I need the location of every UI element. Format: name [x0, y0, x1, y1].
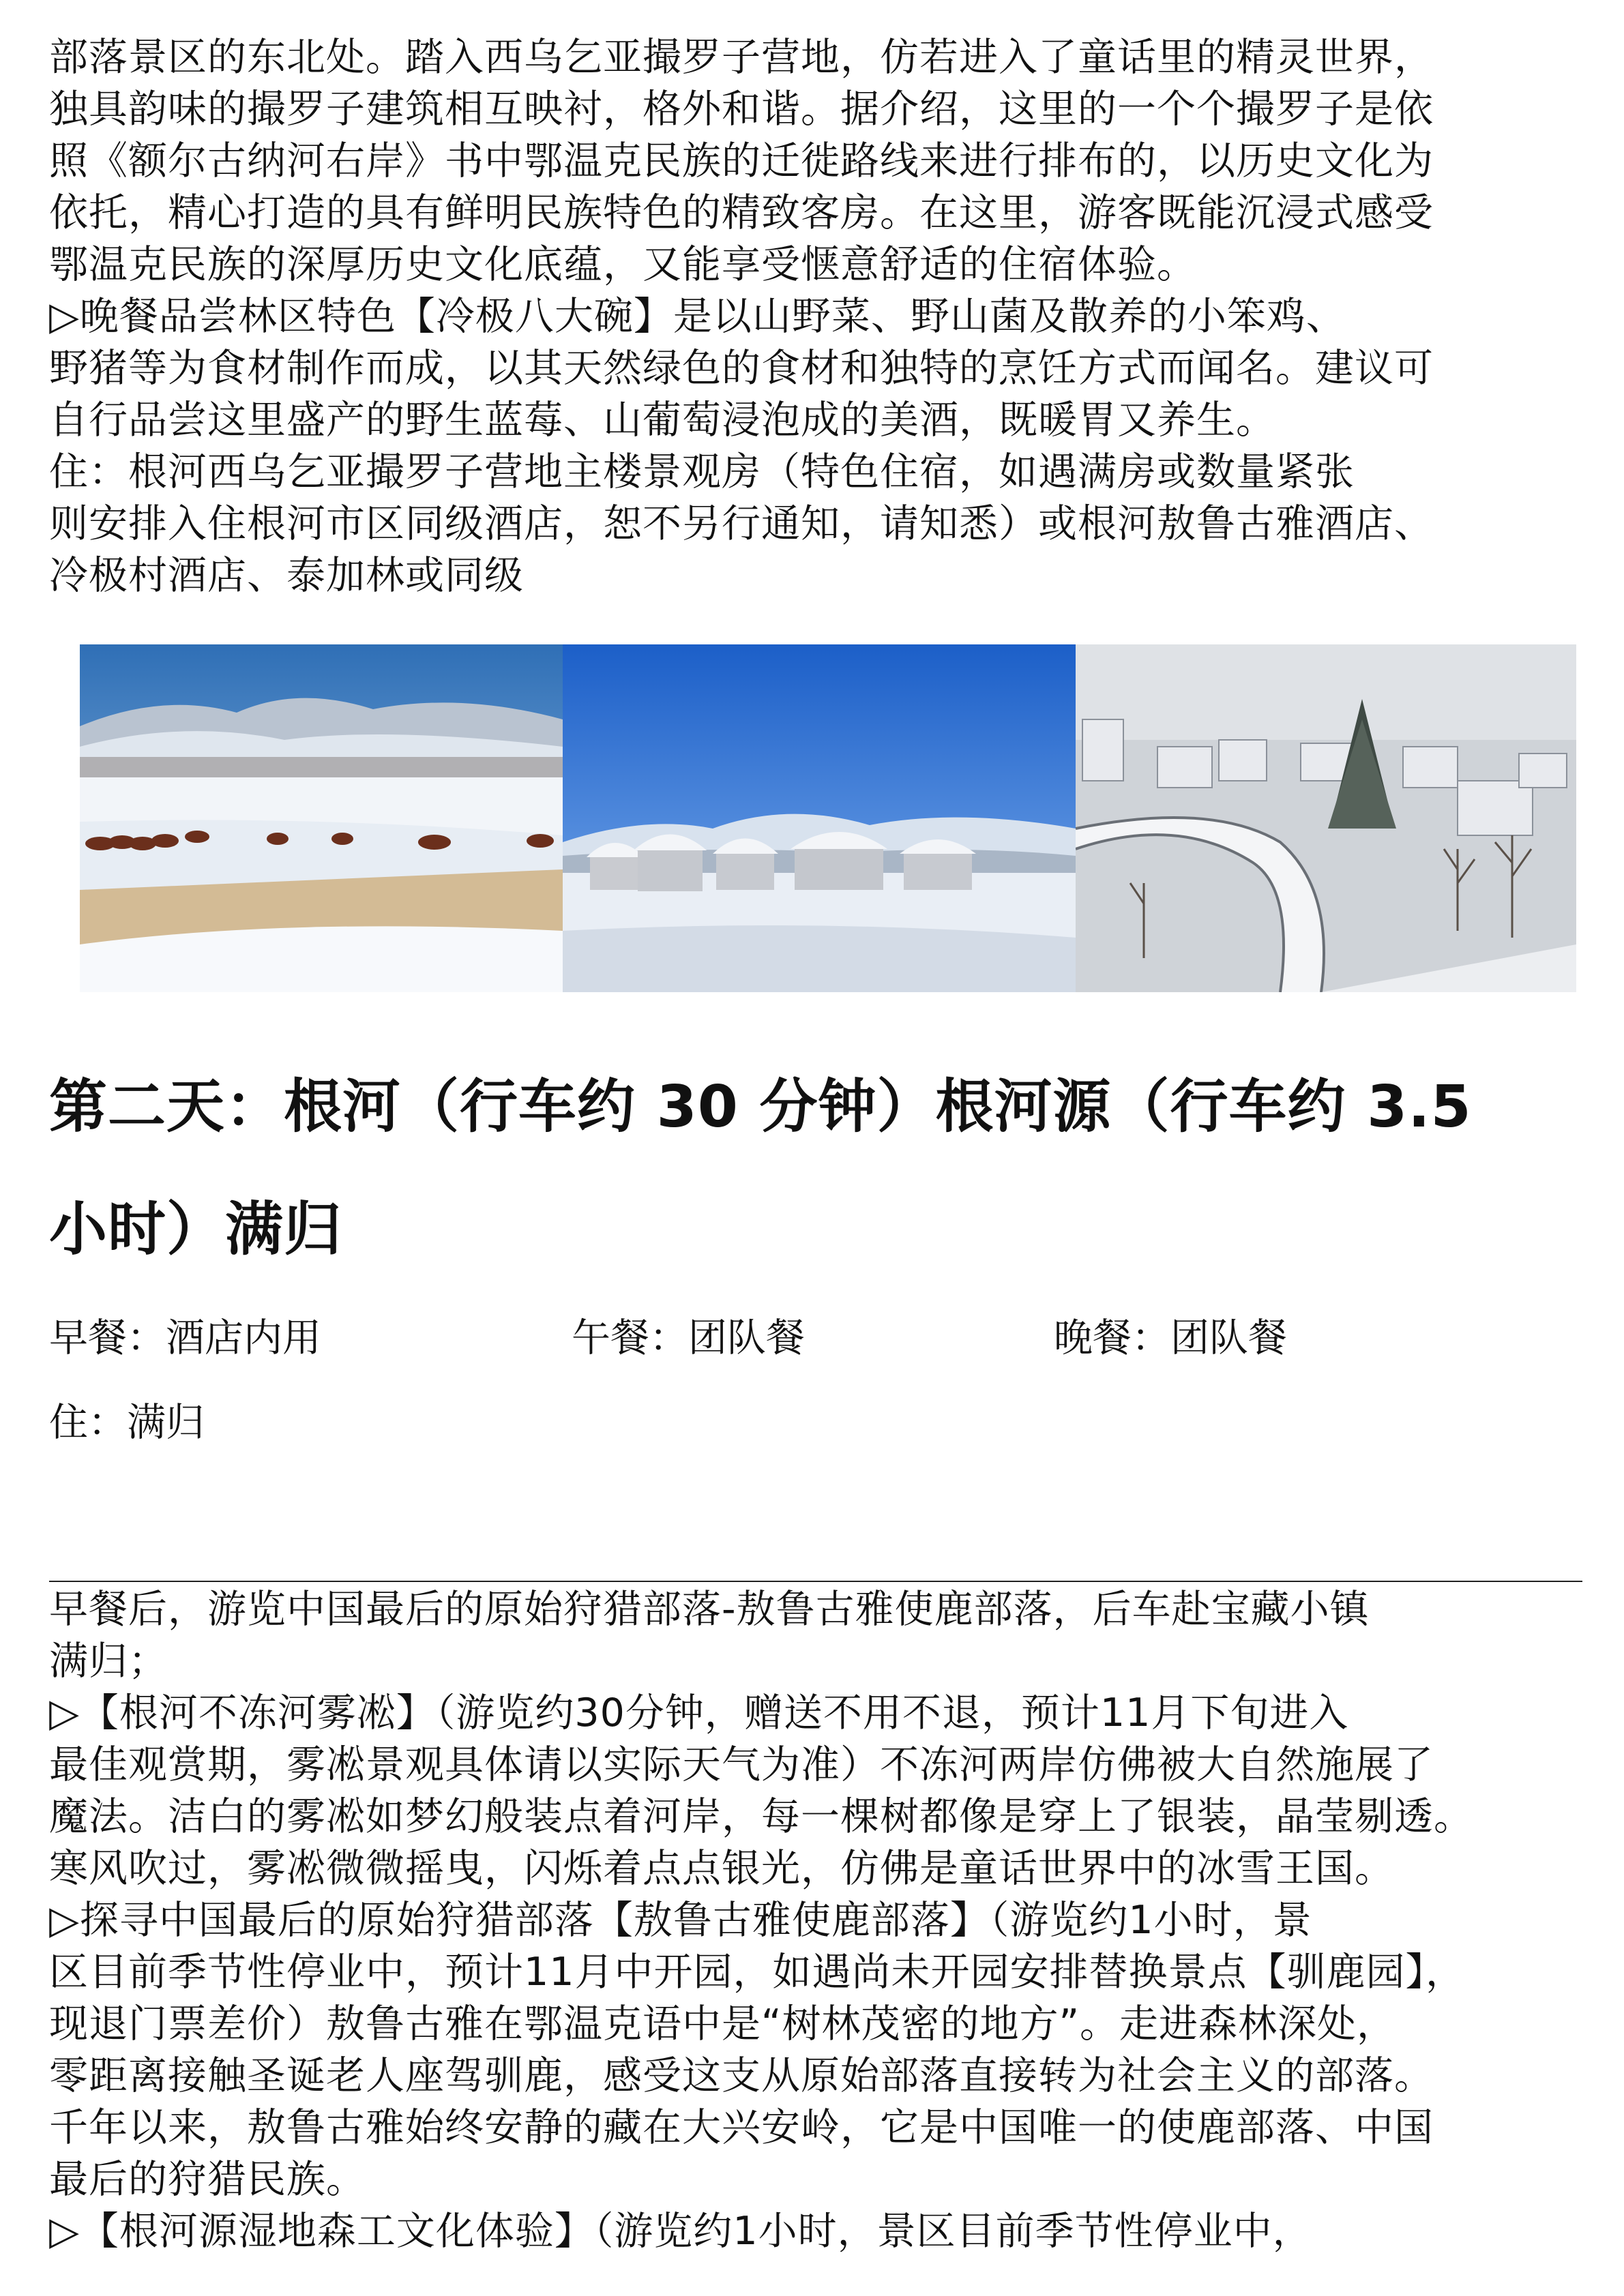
- intro-line: 野猪等为食材制作而成，以其天然绿色的食材和独特的烹饪方式而闻名。建议可: [49, 346, 1434, 391]
- itinerary-line: 最佳观赏期，雾凇景观具体请以实际天气为准）不冻河两岸仿佛被大自然施展了: [49, 1742, 1434, 1787]
- intro-line: 冷极村酒店、泰加林或同级: [49, 553, 524, 598]
- itinerary-line: 最后的狩猎民族。: [49, 2157, 366, 2202]
- snowy-village-photo: [1076, 644, 1576, 992]
- day-two-itinerary: [49, 1583, 1584, 2257]
- snowfield-horses-photo: [80, 644, 563, 992]
- day-title-line: 第二天：根河（行车约 30 分钟）根河源（行车约 3.5: [49, 1073, 1472, 1141]
- intro-line: 鄂温克民族的深厚历史文化底蕴，又能享受惬意舒适的住宿体验。: [49, 242, 1196, 287]
- itinerary-line: 零距离接触圣诞老人座驾驯鹿，感受这支从原始部落直接转为社会主义的部落。: [49, 2053, 1434, 2098]
- photo-strip: [80, 644, 1576, 992]
- accommodation-info: 住：满归: [49, 1400, 205, 1445]
- itinerary-line: 现退门票差价）敖鲁古雅在鄂温克语中是“树林茂密的地方”。走进森林深处，: [49, 2001, 1397, 2046]
- itinerary-line: ▷【根河源湿地森工文化体验】（游览约1小时，景区目前季节性停业中，: [49, 2209, 1312, 2254]
- intro-line: 部落景区的东北处。踏入西乌乞亚撮罗子营地，仿若进入了童话里的精灵世界，: [49, 35, 1434, 80]
- yurts-snow-photo: [563, 644, 1076, 992]
- section-divider: [49, 1581, 1582, 1582]
- itinerary-line: ▷探寻中国最后的原始狩猎部落【敖鲁古雅使鹿部落】（游览约1小时，景: [49, 1898, 1312, 1943]
- intro-line: 住：根河西乌乞亚撮罗子营地主楼景观房（特色住宿，如遇满房或数量紧张: [49, 449, 1355, 494]
- day-two-title: [49, 1046, 1584, 1292]
- day-title-line: 小时）满归: [49, 1196, 343, 1264]
- breakfast-info: 早餐：酒店内用: [49, 1315, 321, 1360]
- intro-paragraph: [49, 31, 1584, 601]
- itinerary-line: 千年以来，敖鲁古雅始终安静的藏在大兴安岭，它是中国唯一的使鹿部落、中国: [49, 2105, 1434, 2150]
- itinerary-line: ▷【根河不冻河雾凇】（游览约30分钟，赠送不用不退，预计11月下旬进入: [49, 1690, 1349, 1735]
- intro-line: 自行品尝这里盛产的野生蓝莓、山葡萄浸泡成的美酒，既暖胃又养生。: [49, 398, 1275, 443]
- itinerary-line: 魔法。洁白的雾凇如梦幻般装点着河岸，每一棵树都像是穿上了银装，晶莹剔透。: [49, 1794, 1473, 1839]
- lunch-info: 午餐：团队餐: [572, 1315, 805, 1360]
- intro-line: 独具韵味的撮罗子建筑相互映衬，格外和谐。据介绍，这里的一个个撮罗子是依: [49, 87, 1434, 132]
- itinerary-line: 寒风吹过，雾凇微微摇曳，闪烁着点点银光，仿佛是童话世界中的冰雪王国。: [49, 1846, 1394, 1891]
- intro-line: 则安排入住根河市区同级酒店，恕不另行通知，请知悉）或根河敖鲁古雅酒店、: [49, 501, 1434, 546]
- intro-line: 依托，精心打造的具有鲜明民族特色的精致客房。在这里，游客既能沉浸式感受: [49, 190, 1434, 235]
- itinerary-line: 早餐后，游览中国最后的原始狩猎部落-敖鲁古雅使鹿部落，后车赴宝藏小镇: [49, 1587, 1370, 1632]
- itinerary-line: 区目前季节性停业中，预计11月中开园，如遇尚未开园安排替换景点【驯鹿园】，: [49, 1950, 1466, 1995]
- itinerary-line: 满归；: [49, 1639, 168, 1684]
- intro-line: ▷晚餐品尝林区特色【冷极八大碗】是以山野菜、野山菌及散养的小笨鸡、: [49, 294, 1346, 339]
- intro-line: 照《额尔古纳河右岸》书中鄂温克民族的迁徙路线来进行排布的，以历史文化为: [49, 138, 1434, 183]
- dinner-info: 晚餐：团队餐: [1054, 1315, 1287, 1360]
